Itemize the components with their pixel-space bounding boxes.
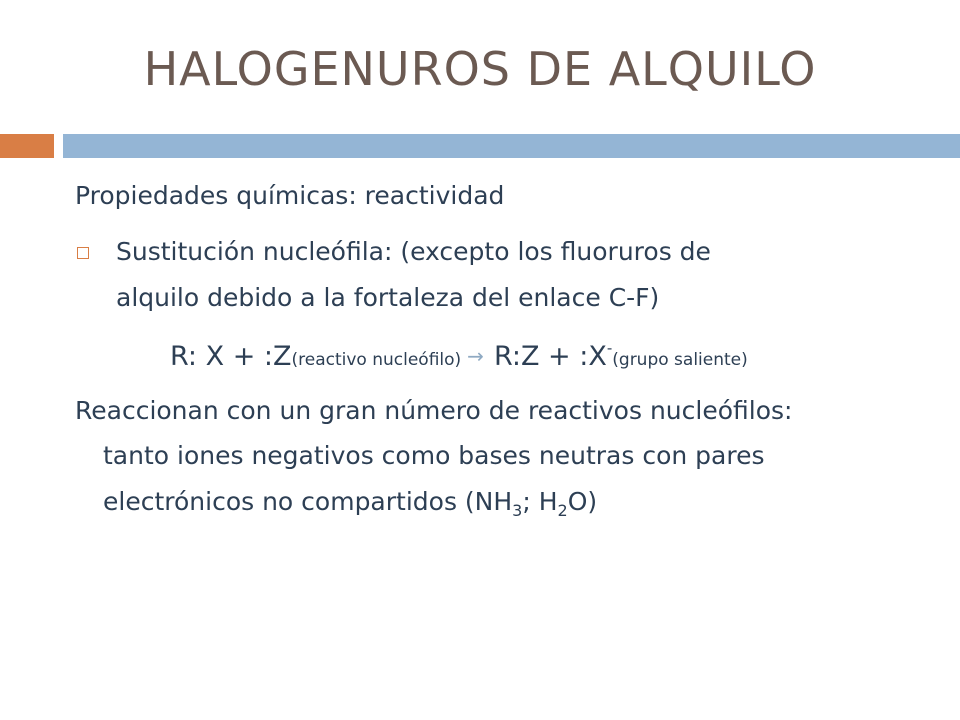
paragraph-line-3-end: O) <box>567 487 598 516</box>
slide-title: HALOGENUROS DE ALQUILO <box>143 42 817 96</box>
equation-reactant-note: (reactivo nucleófilo) <box>291 350 462 370</box>
equation-charge: - <box>606 339 613 357</box>
bullet-text-line-1: Sustitución nucleófila: (excepto los fluoruros de <box>116 237 711 266</box>
paragraph-line-1: Reaccionan con un gran número de reactivos nucleófilos: <box>75 396 793 425</box>
hollow-square-bullet-icon <box>77 247 89 259</box>
section-heading: Propiedades químicas: reactividad <box>75 181 505 210</box>
accent-bar-blue <box>63 134 960 158</box>
paragraph-separator: ; H <box>522 487 558 516</box>
accent-bar-orange <box>0 134 54 158</box>
nh3-subscript: 3 <box>512 501 523 520</box>
equation-reactants: R: X + :Z <box>170 341 292 372</box>
paragraph-line-3 <box>103 487 597 520</box>
h2o-subscript: 2 <box>557 501 568 520</box>
paragraph-line-3-start: electrónicos no compartidos (NH <box>103 487 513 516</box>
equation-product-note: (grupo saliente) <box>612 350 748 370</box>
reaction-equation <box>170 339 748 372</box>
equation-products: R:Z + :X <box>493 341 607 372</box>
paragraph-line-2: tanto iones negativos como bases neutras con pares <box>103 441 765 470</box>
reaction-arrow-icon: → <box>467 344 484 368</box>
bullet-text-line-2: alquilo debido a la fortaleza del enlace C-F) <box>116 283 660 312</box>
